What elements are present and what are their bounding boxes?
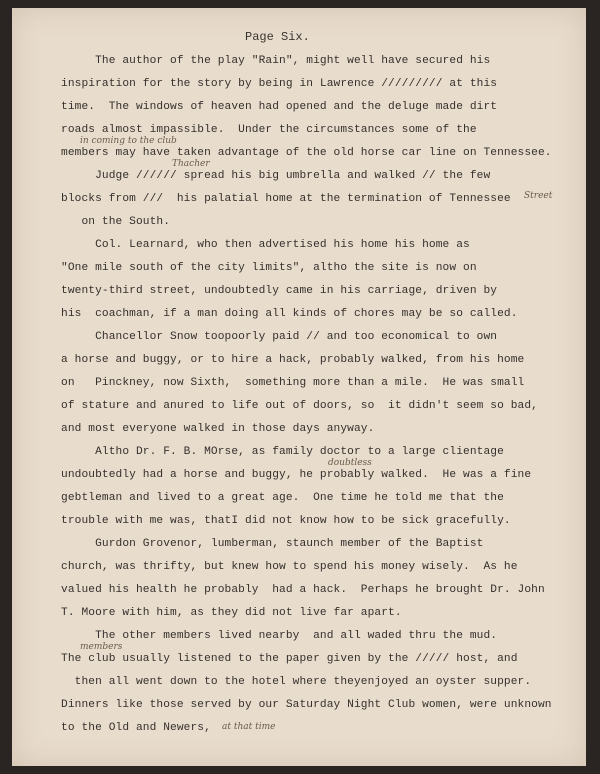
handwritten-note-thacher: Thacher: [172, 159, 210, 169]
document-page: [12, 8, 586, 766]
text-line-30: to the Old and Newers,: [61, 722, 211, 734]
handwritten-note-coming: in coming to the club: [80, 136, 177, 146]
text-line-17: and most everyone walked in those days anyway.: [61, 423, 375, 435]
text-line-20: gebtleman and lived to a great age. One time he told me that the: [61, 492, 504, 504]
text-line-1: The author of the play "Rain", might well have secured his: [61, 55, 491, 67]
text-line-16: of stature and anured to life out of doors, so it didn't seem so bad,: [61, 400, 538, 412]
text-line-19: undoubtedly had a horse and buggy, he probably walked. He was a fine: [61, 469, 532, 481]
text-line-11: twenty-third street, undoubtedly came in his carriage, driven by: [61, 285, 498, 297]
text-line-5: members may have taken advantage of the old horse car line on Tennessee.: [61, 147, 552, 159]
text-line-18: Altho Dr. F. B. MOrse, as family doctor to a large clientage: [61, 446, 504, 458]
text-line-2: inspiration for the story by being in Lawrence ///////// at this: [61, 78, 498, 90]
text-line-3: time. The windows of heaven had opened and the deluge made dirt: [61, 101, 498, 113]
handwritten-note-at-that-time: at that time: [222, 722, 276, 732]
page-heading: Page Six.: [245, 30, 310, 44]
text-line-22: Gurdon Grovenor, lumberman, staunch member of the Baptist: [61, 538, 484, 550]
text-line-6: Judge ////// spread his big umbrella and walked // the few: [61, 170, 491, 182]
text-line-28: then all went down to the hotel where theyenjoyed an oyster supper.: [61, 676, 532, 688]
text-line-27: The club usually listened to the paper given by the ///// host, and: [61, 653, 518, 665]
handwritten-note-street: Street: [524, 191, 553, 201]
text-line-14: a horse and buggy, or to hire a hack, probably walked, from his home: [61, 354, 525, 366]
text-line-12: his coachman, if a man doing all kinds of chores may be so called.: [61, 308, 518, 320]
text-line-10: "One mile south of the city limits", altho the site is now on: [61, 262, 477, 274]
text-line-9: Col. Learnard, who then advertised his home his home as: [61, 239, 470, 251]
text-line-13: Chancellor Snow toopoorly paid // and too economical to own: [61, 331, 498, 343]
text-line-25: T. Moore with him, as they did not live far apart.: [61, 607, 402, 619]
text-line-26: The other members lived nearby and all waded thru the mud.: [61, 630, 498, 642]
text-line-23: church, was thrifty, but knew how to spend his money wisely. As he: [61, 561, 518, 573]
text-line-8: on the South.: [61, 216, 171, 228]
text-line-21: trouble with me was, thatI did not know how to be sick gracefully.: [61, 515, 511, 527]
text-line-24: valued his health he probably had a hack. Perhaps he brought Dr. John: [61, 584, 545, 596]
handwritten-note-doubtless: doubtless: [328, 458, 372, 468]
text-line-7: blocks from /// his palatial home at the termination of Tennessee: [61, 193, 511, 205]
text-line-4: roads almost impassible. Under the circumstances some of the: [61, 124, 477, 136]
handwritten-note-members: members: [80, 642, 123, 652]
text-line-15: on Pinckney, now Sixth, something more than a mile. He was small: [61, 377, 525, 389]
text-line-29: Dinners like those served by our Saturday Night Club women, were unknown: [61, 699, 552, 711]
